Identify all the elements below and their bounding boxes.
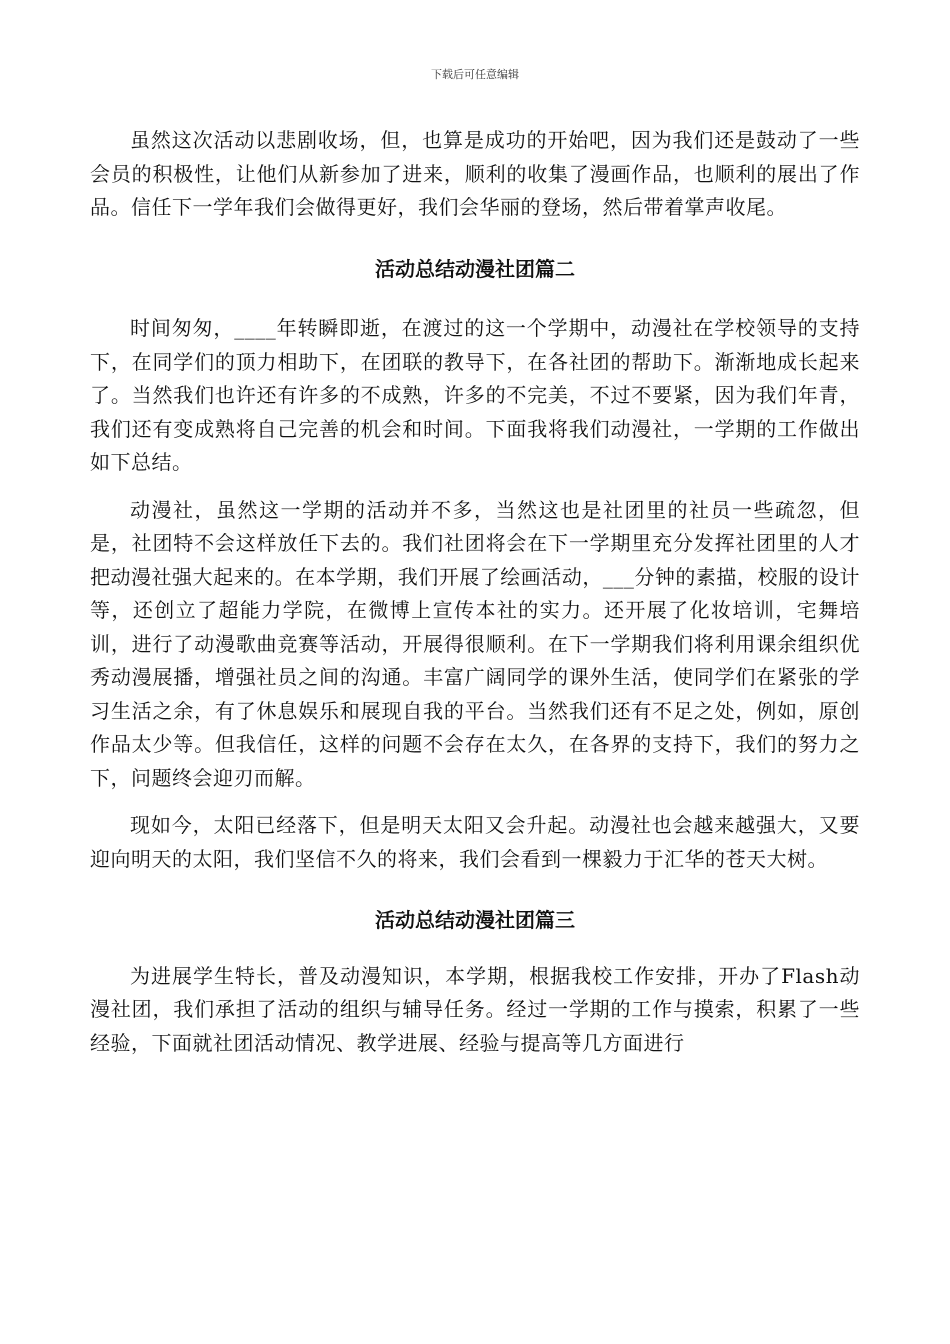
paragraph: 虽然这次活动以悲剧收场，但，也算是成功的开始吧，因为我们还是鼓动了一些会员的积极性，让他们从新参加了进来，顺利的收集了漫画作品，也顺利的展出了作品。信任下一学年我们会做得更好，我们会华丽的登场，然后带着掌声收尾。 <box>90 128 860 219</box>
paragraph: 现如今，太阳已经落下，但是明天太阳又会升起。动漫社也会越来越强大，又要迎向明天的太阳，我们坚信不久的将来，我们会看到一棵毅力于汇华的苍天大树。 <box>90 813 860 871</box>
section-title: 活动总结动漫社团篇二 <box>375 256 575 281</box>
paragraph: 为进展学生特长，普及动漫知识，本学期，根据我校工作安排，开办了Flash动漫社团，我们承担了活动的组织与辅导任务。经过一学期的工作与摸索，积累了一些经验，下面就社团活动情况、教学进展、经验与提高等几方面进行 <box>90 963 860 1055</box>
document-body <box>90 124 860 1060</box>
paragraph: 动漫社，虽然这一学期的活动并不多，当然这也是社团里的社员一些疏忽，但是，社团特不会这样放任下去的。我们社团将会在下一学期里充分发挥社团里的人才把动漫社强大起来的。在本学期，我们开展了绘画活动，___分钟的素描，校服的设计等，还创立了超能力学院，在微博上宣传本社的实力。还开展了化妆培训，宅舞培训，进行了动漫歌曲竞赛等活动，开展得很顺利。在下一学期我们将利用课余组织优秀动漫展播，增强社员之间的沟通。丰富广阔同学的课外生活，使同学们在紧张的学习生活之余，有了休息娱乐和展现自我的平台。当然我们还有不足之处，例如，原创作品太少等。但我信任，这样的问题不会存在太久，在各界的支持下，我们的努力之下，问题终会迎刃而解。 <box>90 497 860 790</box>
section-title: 活动总结动漫社团篇三 <box>375 908 575 932</box>
paragraph: 时间匆匆，____年转瞬即逝，在渡过的这一个学期中，动漫社在学校领导的支持下，在同学们的顶力相助下，在团联的教导下，在各社团的帮助下。渐渐地成长起来了。当然我们也许还有许多的不成熟，许多的不完美，不过不要紧，因为我们年青，我们还有变成熟将自己完善的机会和时间。下面我将我们动漫社，一学期的工作做出如下总结。 <box>90 316 860 474</box>
page-header-note: 下载后可任意编辑 <box>431 68 519 81</box>
